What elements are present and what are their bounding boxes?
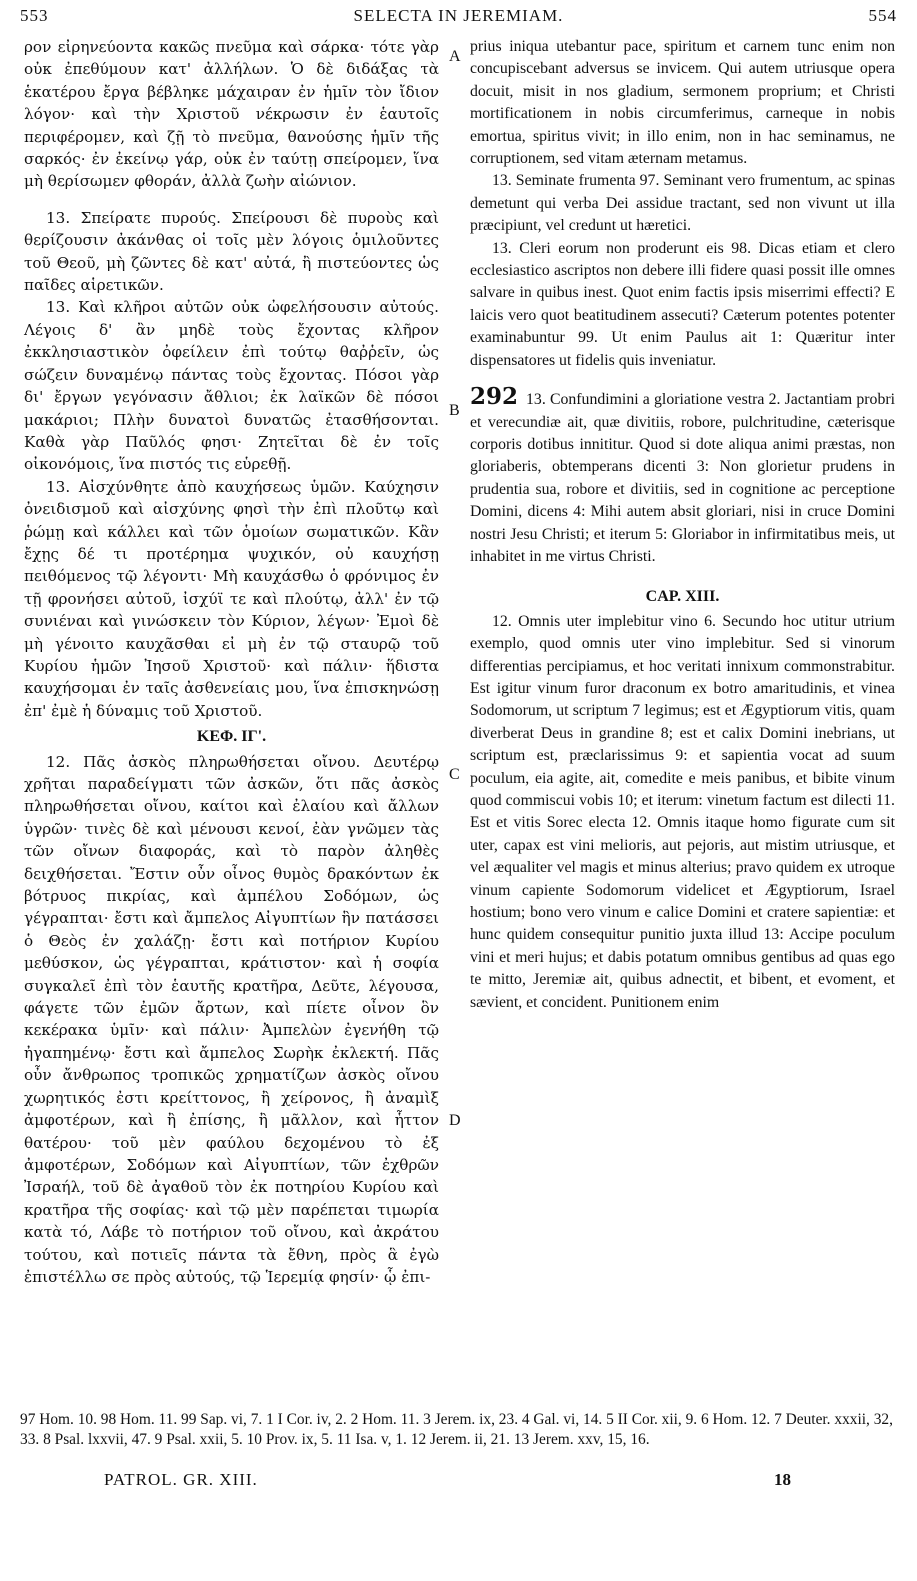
page-title: SELECTA IN JEREMIAM. <box>353 6 564 25</box>
margin-letter-c: C <box>449 766 460 783</box>
greek-paragraph: 13. Καὶ κλῆροι αὐτῶν οὐκ ὠφελήσουσιν αὐτούς. Λέγοις δ' ἂν μηδὲ τοὺς ἔχοντας κλῆρον ἐκκλησιαστικὸν ὀφείλειν ἐπὶ τούτῳ θαῤῥεῖν, ὡς σώζειν δυναμένῳ πάντας τοὺς ἔχοντας. Πόσοι γὰρ δι' ἔργων γεγόνασιν ἄθλιοι; ἐκ λαϊκῶν δὲ πόσοι μακάριοι; Πλὴν δυνατοὶ δυνατῶς ἐτασθήσονται. Καθὰ γὰρ Παῦλός φησι· Ζητεῖται δὲ ἐν τοῖς οἰκονόμοις, ἵνα πιστός τις εὑρεθῇ. <box>24 298 439 474</box>
latin-paragraph: 13. Cleri eorum non proderunt eis 98. Dicas etiam et clero ecclesiastico ascriptos non debere illi fidere quasi possit ille omnes salvare in quibus inest. Quot enim factis ipsis miserrimi effecti? E laicis vero quot beatitudinem assecuti? Cæterum potentes potenter examinabuntur 99. Ut enim Paulus ait 1: Quæritur inter dispensatores ut fidelis quis inveniatur. <box>470 239 895 369</box>
greek-paragraph: 13. Σπείρατε πυρούς. Σπείρουσι δὲ πυροὺς καὶ θερίζουσιν ἀκάνθας οἱ τοῖς μὲν λόγοις ὁμιλοῦντες τοῦ Θεοῦ, μὴ ζῶντες δὲ κατ' αὐτά, ἢ πιστεύοντες ὡς παῖδες αἱρετικῶν. <box>24 208 439 295</box>
latin-column <box>470 36 895 1014</box>
column-number: 292 <box>470 383 519 411</box>
greek-paragraph: 12. Πᾶς ἀσκὸς πληρωθήσεται οἴνου. Δευτέρῳ χρῆται παραδείγματι τῶν ἀσκῶν, ὅτι πᾶς ἀσκὸς πληρωθήσεται οἴνου, καίτοι καὶ ἐλαίου καὶ ἄλλων ὑγρῶν· τινὲς δὲ καὶ μένουσι κενοί, ἐὰν γνῶμεν τὰς τῶν οἴνων διαφοράς, καὶ τὸ παρὸν ἀληθὲς δειχθήσεται. Ἔστιν οὖν οἶνος θυμὸς δρακόντων ἐκ βότρυος πικρίας, καὶ ἀμπέλου Σοδόμων, ὡς γέγραπται· ἔστι καὶ ἄμπελος Αἰγυπτίων ἣν πατάσσει ὁ Θεὸς ἐν χαλάζῃ· ἔστι καὶ ποτήριον Κυρίου μεθύσκον, ὡς γέγραπται, κράτιστον· καὶ ἡ σοφία συγκαλεῖ ἐπὶ τὸν ἑαυτῆς κρατῆρα, Δεῦτε, λέγουσα, φάγετε τῶν ἐμῶν ἄρτων, καὶ πίετε οἶνον ὃν κεκέρακα ὑμῖν· καὶ πάλιν· Ἀμπελὼν ἐγενήθη τῷ ἠγαπημένῳ· ἔστι καὶ ἄμπελος Σωρὴκ ἐκλεκτή. Πᾶς οὖν ἄνθρωπος τροπικῶς χρηματίζων ἀσκὸς οἴνου χωρητικός ἐστι κρείττονος, ἢ χείρονος, ἢ ἀναμὶξ ἀμφοτέρων, καὶ ἢ ἐπίσης, ἢ μᾶλλον, καὶ ἧττον θατέρου· τοῦ μὲν φαύλου δεχομένου τὸ ἐξ ἀμφοτέρων, Σοδόμων καὶ Αἰγυπτίων, τῶν ἐχθρῶν Ἰσραήλ, τοῦ δὲ ἀγαθοῦ τὸν ἐκ ποτηρίου Κυρίου καὶ κρατῆρα τῆς σοφίας· καὶ τῷ μὲν παρέπεται τιμωρία κατὰ τό, Λάβε τὸ ποτήριον τοῦ οἴνου, καὶ ἀκράτου τούτου, καὶ ποτιεῖς πάντα τὰ ἔθνη, πρὸς ἃ ἐγὼ ἐπιστέλλω σε πρὸς αὐτούς, τῷ Ἱερεμίᾳ φησίν· ᾧ ἐπι- <box>24 752 439 1286</box>
left-page-number: 553 <box>20 6 49 25</box>
running-header <box>20 6 897 32</box>
footer-series: PATROL. GR. XIII. <box>104 1470 258 1489</box>
latin-paragraph: 12. Omnis uter implebitur vino 6. Secundo hoc utitur utrium exemplo, quod omnis uter vino implebitur. Sed si vinorum differentias percipiamus, et hoc veritati innixum commonstrabitur. Est igitur vinum furor draconum ex botro amaritudinis, et vinea Sodomorum, ut scriptum 7 legimus; est et Ægyptiorum vitis, quam diverberat Deus in grandine 8; est et calix Domini inebrians, ut scriptum est, præclarissimus 9: et sapientia vocat ad suum poculum, eia agite, ait, comedite e meis panibus, et bibite vinum quod commiscui vobis 10; et iterum: vinetum factum est dilecti 11. Est et vitis Sorec electa 12. Omnis itaque homo figurate cum sit uter, capax est vini melioris, aut pejoris, aut mistim utriusque, et vel æqualiter vel magis et minus alterius; pravo quidem ex utroque vinum capiente Sodomorum videlicet et Ægyptiorum, Israel hostium; bono vero vinum e calice Domini et cratere sapientiæ: et hunc quidem consequitur punitio juxta illud 13: Accipe poculum vini et meri hujus; et dabis potatum omnibus gentibus ad quas ego te mitto, Jeremiæ ait, quibus adnectit, et bibent, et evoment, et sævient, et concident. Punitionem enim <box>470 612 895 1011</box>
latin-paragraph: 13. Seminate frumenta 97. Seminant vero frumentum, ac spinas demetunt qui verba Dei assidue tractant, sed non vivunt ut illa præcipiunt, vel credunt ut hæretici. <box>470 172 895 235</box>
greek-chapter-heading: ΚΕΦ. ΙΓ'. <box>196 728 267 746</box>
greek-paragraph: ρον εἰρηνεύοντα κακῶς πνεῦμα καὶ σάρκα· τότε γὰρ οὐκ ἐπεθύμουν κατ' ἀλλήλων. Ὁ δὲ διδάξας τὰ ἑκατέρου ἔργα βέβληκε μάχαιραν ἐν ἡμῖν τὸν ἴδιον λόγον· καὶ τὴν Χριστοῦ νέκρωσιν ἐν ἑαυτοῖς περιφέρομεν, καὶ ζῇ τὸ πνεῦμα, θανούσης ἡμῖν τῆς σαρκός· ἐν ἐκείνῳ γάρ, οὐκ ἐν ταύτῃ σπείρομεν, ἵνα μὴ θερίσωμεν φθοράν, ἀλλὰ ζωὴν αἰώνιον. <box>24 38 439 191</box>
latin-paragraph: 13. Confundimini a gloriatione vestra 2. Jactantiam probri et verecundiæ ait, quæ divitiis, robore, pulchritudine, cæterisque corporis dotibus innititur. Quod si dote aliqua animi præstas, non gloriaberis, obtemperans dicenti 3: Non glorietur prudens in prudentia sua, robore et divitiis, sed in cognitione ac perceptione Domini, dicens 4: Mihi autem absit gloriari, nisi in cruce Domini nostri Jesu Christi; et iterum 5: Gloriabor in infirmitatibus meis, ut inhabitet in me virtus Christi. <box>470 391 895 565</box>
greek-paragraph: 13. Αἰσχύνθητε ἀπὸ καυχήσεως ὑμῶν. Καύχησιν ὀνειδισμοῦ καὶ αἰσχύνης φησὶ τὴν ἐπὶ πλοῦτῳ καὶ ῥώμῃ καὶ κάλλει καὶ τῶν ὁμοίων σωματικῶν. Κἂν ἔχῃς δέ τι προτέρημα ψυχικόν, οὐ καυχήσῃ πειθόμενος τῷ λέγοντι· Μὴ καυχάσθω ὁ φρόνιμος ἐν τῇ φρονήσει αὐτοῦ, ἰσχύϊ τε καὶ πλούτῳ, ἀλλ' ἐν τῷ συνιέναι καὶ γινώσκειν τὸν Κύριον, λέγων· Ἐμοὶ δὲ μὴ γένοιτο καυχᾶσθαι εἰ μὴ ἐν τῷ σταυρῷ τοῦ Κυρίου ἡμῶν Ἰησοῦ Χριστοῦ· καὶ πάλιν· ἥδιστα καυχήσομαι ἐν ταῖς ἀσθενείαις μου, ἵνα ἐπισκηνώσῃ ἐπ' ἐμὲ ἡ δύναμις τοῦ Χριστοῦ. <box>24 477 439 720</box>
margin-letter-b: B <box>449 402 460 419</box>
latin-paragraph: prius iniqua utebantur pace, spiritum et carnem tunc enim non concupiscebant adversus se invicem. Qui autem utriusque opera docuit, misit in nos gladium, sermonem proprium; et Christi mortificationem in nobis circumferimus, carneque in nobis emortua, spiritus vivit; in illo enim, non in hac seminamus, ne corruptionem, sed vitam æternam metamus. <box>470 38 895 168</box>
margin-letter-d: D <box>449 1112 461 1129</box>
right-page-number: 554 <box>868 6 897 25</box>
footnotes: 97 Hom. 10. 98 Hom. 11. 99 Sap. vi, 7. 1 I Cor. iv, 2. 2 Hom. 11. 3 Jerem. ix, 23. 4 Gal. vi, 14. 5 II Cor. xii, 9. 6 Hom. 12. 7 Deuter. xxxii, 32, 33. 8 Psal. lxxvii, 47. 9 Psal. xxii, 5. 10 Prov. ix, 5. 11 Isa. v, 1. 12 Jerem. ii, 21. 13 Jerem. xxv, 15, 16. <box>20 1411 893 1448</box>
margin-letter-a: A <box>449 48 461 65</box>
greek-column <box>24 36 439 1288</box>
footer-signature: 18 <box>774 1470 791 1489</box>
latin-paragraph-with-column-number <box>470 383 895 568</box>
latin-chapter-heading: CAP. XIII. <box>645 588 720 606</box>
